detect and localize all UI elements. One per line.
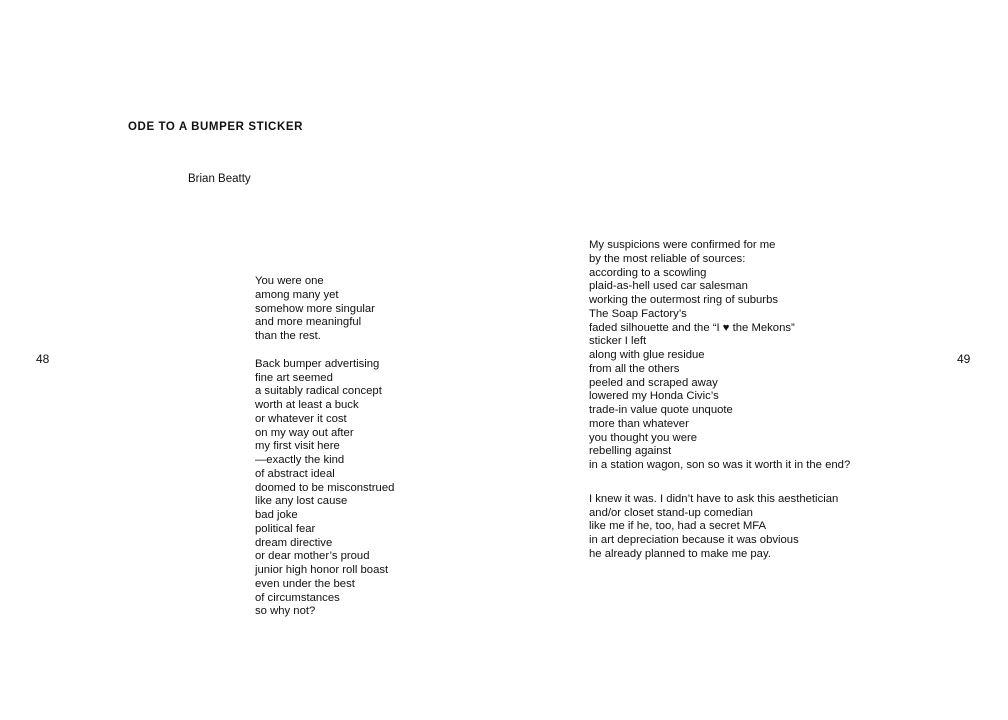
- poem-line: like any lost cause: [255, 495, 348, 508]
- poem-line: worth at least a buck: [255, 399, 359, 411]
- poem-line: The Soap Factory’s: [589, 307, 687, 320]
- stanza: [255, 358, 394, 619]
- poem-line: peeled and scraped away: [589, 376, 718, 389]
- poem-line: plaid-as-hell used car salesman: [589, 280, 748, 293]
- poem-line: junior high honor roll boast: [255, 564, 389, 576]
- poem-title: ODE TO A BUMPER STICKER: [128, 121, 304, 133]
- page-number-left: 48: [36, 352, 50, 366]
- poem-right-column: [589, 239, 850, 582]
- poem-line: or dear mother’s proud: [255, 550, 370, 563]
- poem-line: sticker I left: [589, 335, 647, 348]
- poem-line: I knew it was. I didn’t have to ask this aesthetician: [589, 492, 839, 505]
- poem-line: working the outermost ring of suburbs: [589, 294, 779, 306]
- poem-line: political fear: [255, 522, 316, 535]
- poem-line: so why not?: [255, 605, 316, 618]
- poem-line: even under the best: [255, 577, 355, 590]
- stanza: [255, 275, 394, 344]
- poem-line: of abstract ideal: [255, 467, 335, 480]
- poem-line: My suspicions were confirmed for me: [589, 239, 776, 251]
- poem-line: doomed to be misconstrued: [255, 481, 395, 494]
- poem-line: —exactly the kind: [255, 454, 345, 466]
- poem-author: Brian Beatty: [188, 173, 251, 185]
- poem-line: fine art seemed: [255, 371, 333, 384]
- page-number-right: 49: [957, 352, 971, 366]
- poem-left-column: [255, 275, 394, 633]
- poem-line: he already planned to make me pay.: [589, 547, 771, 560]
- poem-line: in art depreciation because it was obvious: [589, 534, 799, 546]
- poem-line: a suitably radical concept: [255, 385, 382, 398]
- poem-line: dream directive: [255, 536, 333, 549]
- poem-line: by the most reliable of sources:: [589, 252, 746, 265]
- poem-line: lowered my Honda Civic’s: [589, 390, 719, 403]
- poem-line: like me if he, too, had a secret MFA: [589, 520, 767, 533]
- stanza: [589, 493, 850, 562]
- poem-line: than the rest.: [255, 330, 321, 342]
- poem-line: You were one: [255, 275, 324, 287]
- poem-line: trade-in value quote unquote: [589, 404, 733, 416]
- poem-line: on my way out after: [255, 426, 354, 439]
- poem-line: bad joke: [255, 509, 298, 521]
- poem-line: more than whatever: [589, 417, 689, 430]
- poem-line: somehow more singular: [255, 302, 375, 315]
- poem-line: of circumstances: [255, 591, 340, 604]
- poem-line: according to a scowling: [589, 266, 707, 279]
- poem-line: you thought you were: [589, 431, 698, 444]
- poem-line: and more meaningful: [255, 316, 362, 329]
- poem-line: Back bumper advertising: [255, 357, 380, 370]
- poem-line: rebelling against: [589, 445, 672, 458]
- poem-line: my first visit here: [255, 440, 340, 453]
- poem-line: and/or closet stand-up comedian: [589, 506, 753, 519]
- poem-line: among many yet: [255, 288, 339, 301]
- poem-line: along with glue residue: [589, 349, 705, 361]
- poem-line: or whatever it cost: [255, 412, 347, 425]
- stanza: [589, 239, 850, 473]
- poem-line: faded silhouette and the “I ♥ the Mekons”: [589, 321, 795, 334]
- poem-line: from all the others: [589, 362, 680, 375]
- poem-line: in a station wagon, son so was it worth it in the end?: [589, 459, 851, 471]
